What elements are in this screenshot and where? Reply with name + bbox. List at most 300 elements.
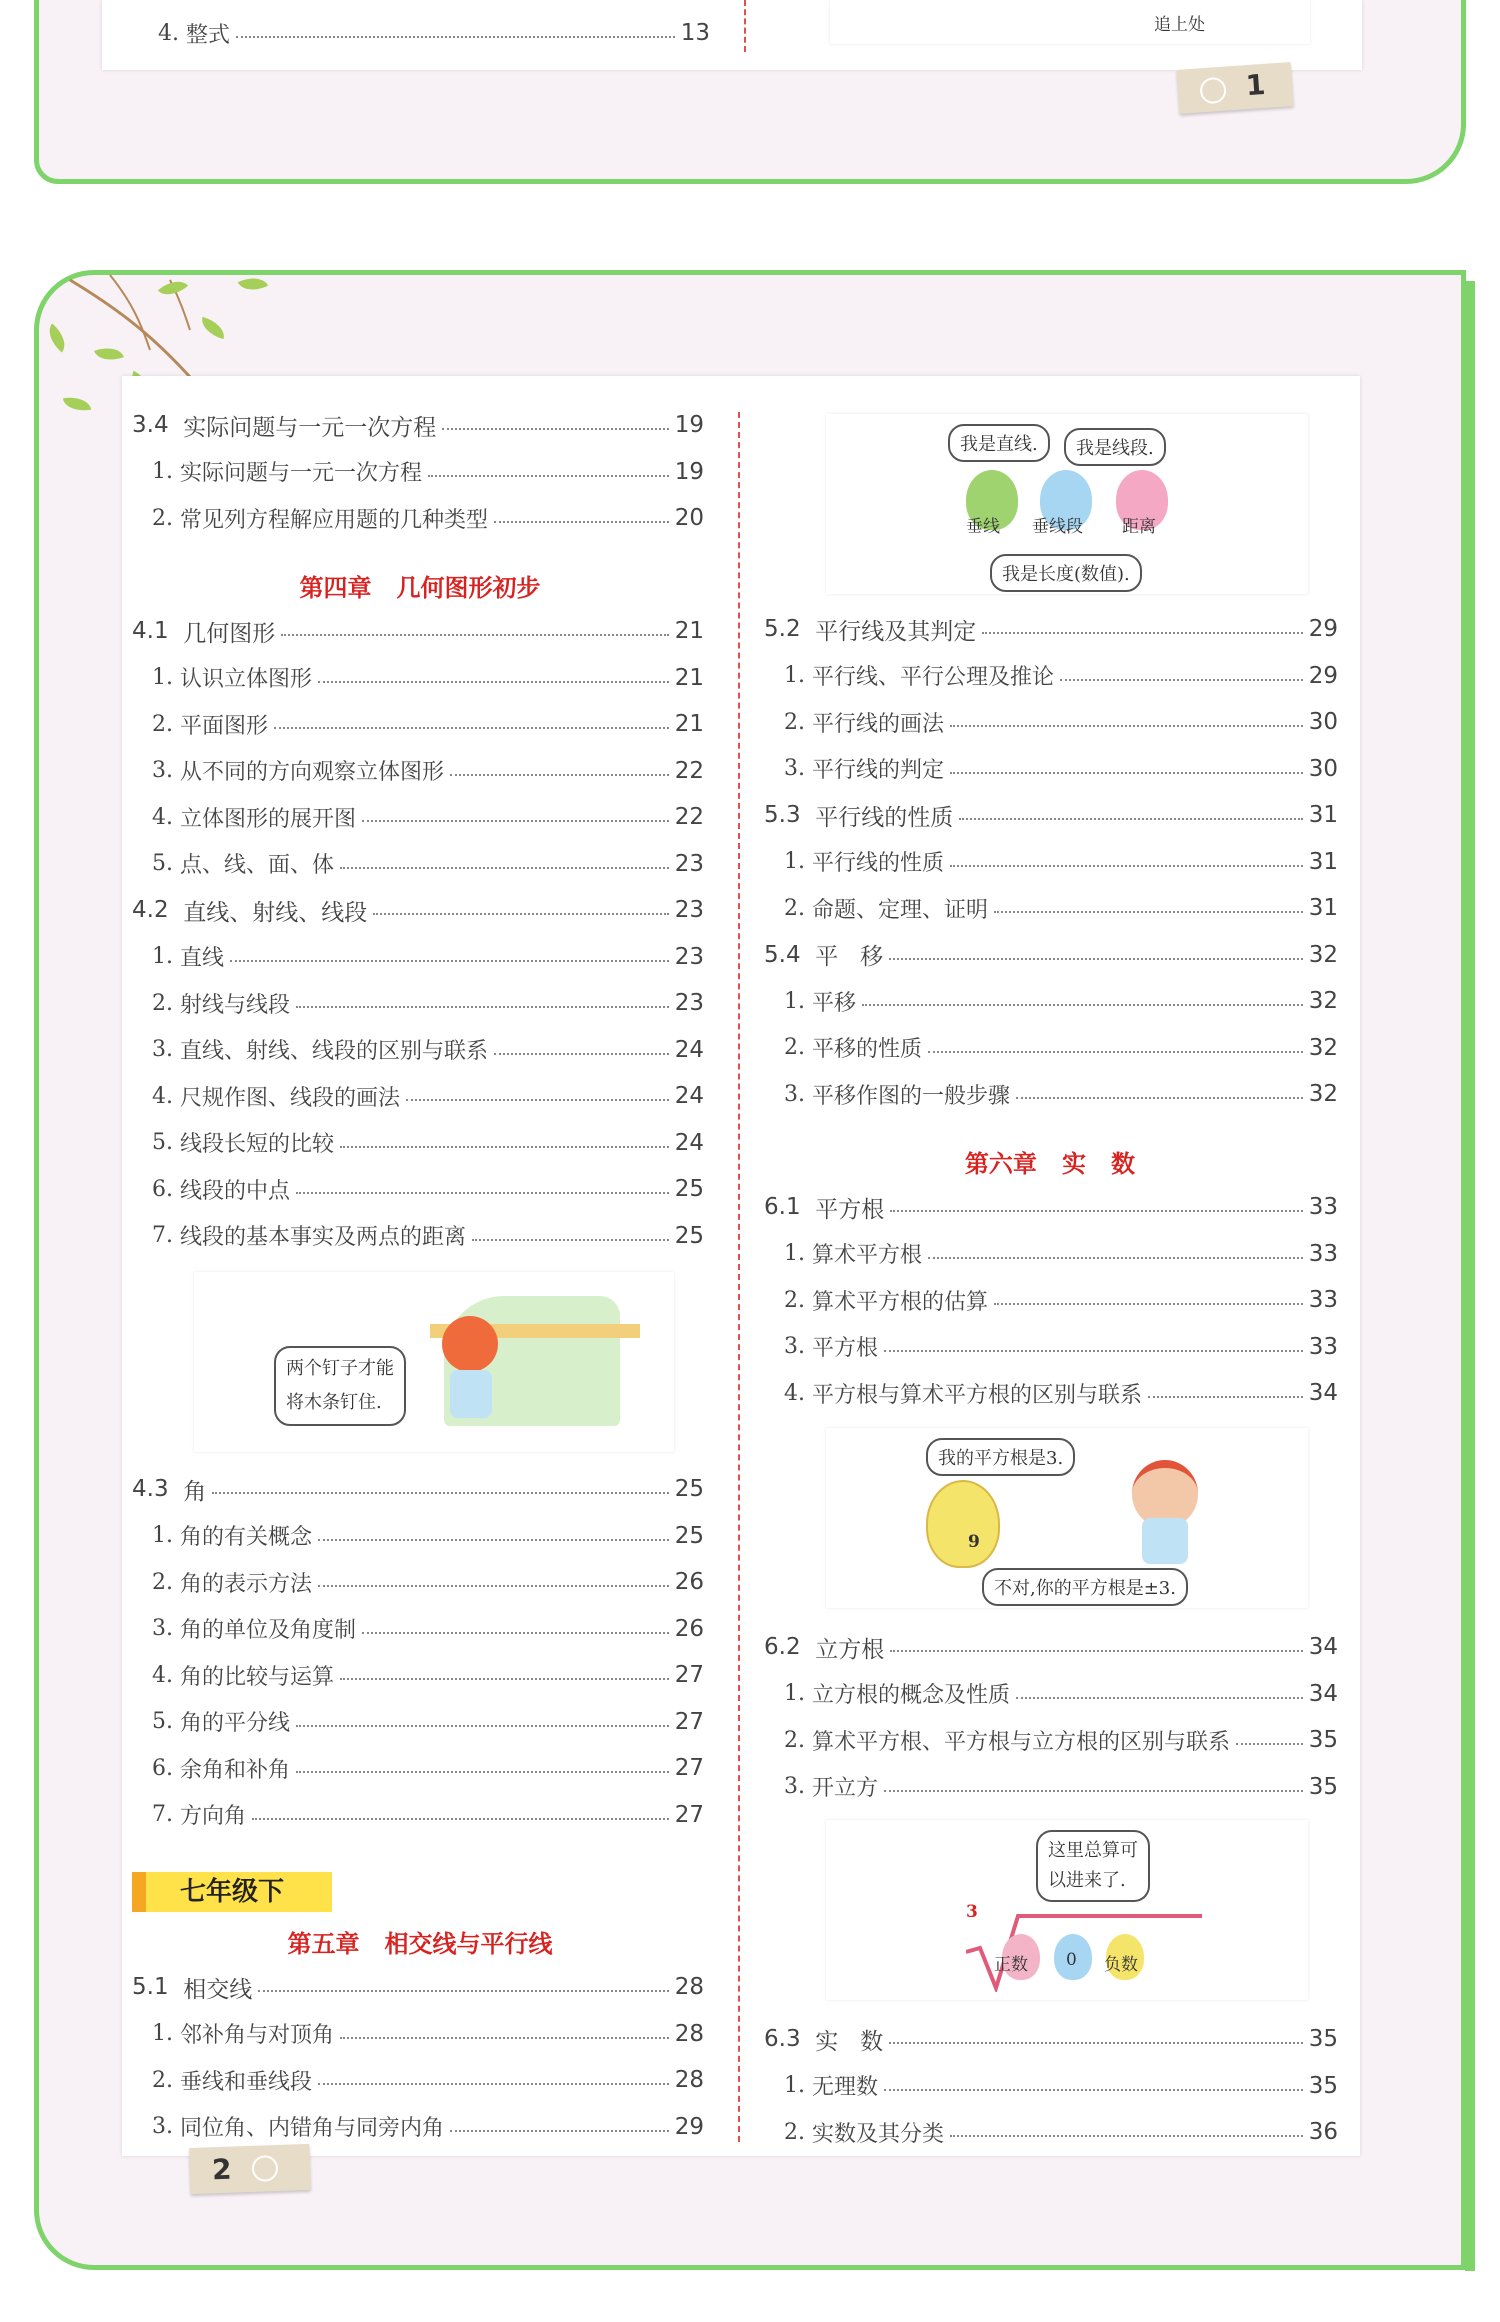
entry-page: 30 (1308, 755, 1338, 782)
toc-entry[interactable] (152, 2011, 704, 2057)
entry-number: 1. (152, 459, 180, 484)
toc-entry[interactable] (152, 1120, 704, 1166)
entry-page: 27 (674, 1662, 704, 1688)
entry-title: 算术平方根的估算 (811, 1289, 988, 1315)
chapter-4-heading: 第四章 几何图形初步 (299, 574, 541, 602)
yellow-ball-character-icon (926, 1480, 1000, 1568)
entry-number: 3. (784, 1334, 812, 1359)
entry-number: 1. (152, 2021, 180, 2046)
leader-dots (950, 2135, 1303, 2137)
entry-title: 实际问题与一元一次方程 (183, 414, 437, 441)
entry-title: 余角和补角 (179, 1757, 290, 1783)
entry-page: 31 (1308, 802, 1338, 828)
entry-title: 直线、射线、线段的区别与联系 (179, 1039, 488, 1064)
entry-page: 22 (674, 757, 704, 784)
entry-number: 3. (784, 1774, 812, 1799)
entry-number: 5.4 (764, 941, 816, 968)
entry-page: 23 (674, 850, 704, 877)
leader-dots (950, 725, 1303, 727)
speech-bubble: 两个钉子才能 将木条钉住. (274, 1346, 406, 1426)
radical-index: 3 (966, 1902, 978, 1922)
toc-entry[interactable] (152, 1606, 704, 1652)
leader-dots (296, 1006, 669, 1008)
leader-dots (442, 428, 669, 430)
speech-bubble-line: 我是直线. (948, 424, 1050, 462)
sticker-icon (252, 2155, 279, 2182)
entry-page: 23 (674, 943, 704, 970)
leader-dots (1148, 1396, 1303, 1398)
entry-title: 平方根 (815, 1196, 885, 1223)
leader-dots (340, 1678, 669, 1680)
toc-entry[interactable] (152, 794, 704, 840)
entry-number: 4.1 (132, 618, 184, 644)
toc-entry[interactable] (152, 1213, 704, 1259)
entry-page: 32 (1308, 988, 1338, 1014)
toc-entry[interactable] (152, 495, 704, 541)
entry-title: 平行线的判定 (811, 758, 944, 783)
leader-dots (450, 774, 669, 776)
leader-dots (950, 772, 1303, 774)
entry-title: 射线与线段 (179, 992, 290, 1018)
entry-title: 邻补角与对顶角 (179, 2023, 334, 2048)
entry-number: 3. (152, 2114, 180, 2139)
toc-section[interactable] (132, 608, 704, 654)
leader-dots (274, 727, 669, 729)
toc-entry[interactable] (784, 2109, 1338, 2155)
leader-dots (450, 2130, 669, 2132)
entry-title: 实数及其分类 (811, 2121, 944, 2147)
toc-entry[interactable] (152, 934, 704, 980)
entry-title: 角的单位及角度制 (179, 1618, 356, 1643)
entry-number: 2. (152, 2067, 180, 2093)
entry-title: 从不同的方向观察立体图形 (179, 760, 444, 785)
leader-dots (1236, 1743, 1303, 1745)
entry-title: 角的比较与运算 (179, 1664, 334, 1690)
speech-bubble-cube: 这里总算可 以进来了. (1036, 1830, 1150, 1902)
entry-title: 平行线及其判定 (815, 618, 977, 645)
entry-page: 28 (674, 2067, 704, 2093)
entry-number: 2. (152, 711, 180, 737)
entry-number: 2. (152, 505, 180, 531)
entry-number: 4. (158, 20, 186, 46)
leader-dots (884, 1790, 1303, 1792)
entry-title: 线段长短的比较 (179, 1132, 334, 1157)
toc-entry[interactable] (784, 1231, 1338, 1277)
entry-page: 27 (674, 1801, 704, 1828)
entry-page: 28 (674, 1974, 704, 2000)
entry-number: 2. (152, 1569, 180, 1595)
entry-page: 34 (1308, 1680, 1338, 1707)
entry-title: 角 (183, 1478, 207, 1505)
toc-section[interactable] (764, 606, 1338, 652)
leader-dots (950, 865, 1303, 867)
illustration-sqrt (826, 1428, 1308, 1608)
toc-entry[interactable] (784, 2063, 1338, 2109)
entry-title: 角的表示方法 (179, 1571, 312, 1597)
entry-title: 平行线的画法 (811, 711, 944, 737)
toc-entry[interactable] (152, 980, 704, 1026)
toc-entry[interactable] (784, 1071, 1338, 1117)
entry-page: 26 (674, 1569, 704, 1595)
leader-dots (890, 1210, 1303, 1212)
entry-page: 31 (1308, 848, 1338, 875)
toc-entry[interactable] (784, 1277, 1338, 1323)
entry-number: 2. (784, 1035, 812, 1060)
toc-entry[interactable] (152, 1166, 704, 1212)
entry-page: 28 (674, 2020, 704, 2047)
entry-number: 3. (784, 756, 812, 781)
toc-entry[interactable] (152, 2057, 704, 2103)
leader-dots (1016, 1697, 1303, 1699)
entry-page: 34 (1308, 1380, 1338, 1406)
entry-number: 1. (784, 2073, 812, 2098)
entry-number: 4. (152, 804, 180, 830)
toc-entry[interactable] (784, 1717, 1338, 1763)
entry-number: 3. (152, 1037, 180, 1062)
toc-entry[interactable] (784, 653, 1338, 699)
entry-page: 19 (674, 458, 704, 485)
entry-page: 25 (674, 1476, 704, 1502)
speech-bubble-reply: 不对,你的平方根是±3. (982, 1568, 1188, 1606)
entry-number: 4. (152, 1662, 180, 1688)
toc-entry[interactable] (152, 449, 704, 495)
toc-entry[interactable] (158, 10, 710, 56)
entry-page: 21 (674, 711, 704, 737)
entry-page: 33 (1308, 1194, 1338, 1220)
leader-dots (889, 2042, 1303, 2044)
entry-title: 平面图形 (179, 713, 268, 739)
leader-dots (982, 632, 1303, 634)
entry-title: 整式 (185, 22, 230, 48)
cartoon-girl-body-icon (450, 1370, 492, 1418)
page-number-tab-1 (1177, 62, 1294, 114)
toc-entry[interactable] (784, 699, 1338, 745)
toc-entry[interactable] (152, 1699, 704, 1745)
entry-title: 角的有关概念 (179, 1525, 312, 1550)
leader-dots (340, 867, 669, 869)
entry-number: 6.3 (764, 2026, 816, 2052)
toc-section[interactable] (764, 2016, 1338, 2062)
entry-page: 23 (674, 897, 704, 923)
label-perpendicular-segment: 垂线段 (1032, 517, 1083, 537)
entry-title: 平行线的性质 (815, 804, 954, 831)
entry-number: 5. (152, 851, 180, 876)
leader-dots (472, 1239, 669, 1241)
leader-dots (318, 681, 669, 683)
entry-page: 30 (1308, 709, 1338, 735)
ball-number: 9 (968, 1532, 980, 1552)
leader-dots (428, 475, 669, 477)
illustration-nail (194, 1272, 674, 1452)
toc-section[interactable] (764, 1624, 1338, 1670)
entry-title: 直线 (179, 946, 224, 971)
toc-section[interactable] (132, 887, 704, 933)
entry-number: 3.4 (132, 412, 184, 438)
toc-entry[interactable] (152, 748, 704, 794)
illustration-caption: 追上处 (1154, 15, 1205, 35)
entry-number: 1. (152, 1523, 180, 1548)
entry-title: 开立方 (811, 1776, 878, 1801)
page-number: 2 (211, 2152, 233, 2187)
entry-number: 2. (152, 990, 180, 1016)
leader-dots (889, 958, 1303, 960)
toc-entry[interactable] (152, 841, 704, 887)
toc-section[interactable] (132, 402, 704, 448)
leader-dots (362, 1632, 669, 1634)
cartoon-girl-icon (442, 1316, 498, 1372)
entry-number: 6.2 (764, 1634, 816, 1660)
entry-title: 方向角 (179, 1804, 246, 1829)
leader-dots (258, 1990, 669, 1992)
entry-title: 平方根与算术平方根的区别与联系 (811, 1382, 1142, 1408)
entry-title: 平移作图的一般步骤 (811, 1083, 1010, 1109)
leader-dots (928, 1257, 1303, 1259)
entry-page: 27 (674, 1755, 704, 1781)
entry-page: 13 (680, 20, 710, 46)
toc-entry[interactable] (152, 1513, 704, 1559)
speech-bubble-length: 我是长度(数值). (990, 554, 1142, 592)
leader-dots (959, 818, 1303, 820)
entry-page: 29 (1308, 616, 1338, 642)
toc-entry[interactable] (784, 1025, 1338, 1071)
entry-page: 35 (1308, 1727, 1338, 1753)
entry-title: 平移 (811, 990, 856, 1016)
toc-entry[interactable] (784, 1370, 1338, 1416)
entry-page: 25 (674, 1522, 704, 1549)
entry-title: 垂线和垂线段 (179, 2069, 312, 2095)
entry-title: 实际问题与一元一次方程 (179, 461, 422, 486)
sticker-icon (1199, 77, 1227, 105)
entry-title: 平行线、平行公理及推论 (811, 665, 1054, 690)
leader-dots (890, 1650, 1303, 1652)
entry-number: 1. (784, 663, 812, 688)
leader-dots (340, 1146, 669, 1148)
toc-entry[interactable] (784, 885, 1338, 931)
leader-dots (494, 1053, 669, 1055)
toc-section[interactable] (132, 1964, 704, 2010)
leader-dots (373, 913, 669, 915)
leader-dots (994, 911, 1303, 913)
illustration-lines (826, 414, 1308, 594)
illustration-cube (826, 1820, 1308, 2000)
entry-title: 线段的基本事实及两点的距离 (179, 1225, 466, 1250)
leader-dots (340, 2037, 669, 2039)
entry-title: 算术平方根、平方根与立方根的区别与联系 (811, 1729, 1230, 1755)
entry-number: 4.3 (132, 1476, 184, 1502)
entry-number: 1. (784, 1241, 812, 1266)
entry-number: 7. (152, 1223, 180, 1248)
toc-entry[interactable] (784, 1671, 1338, 1717)
toc-entry[interactable] (152, 701, 704, 747)
toc-section[interactable] (764, 1184, 1338, 1230)
entry-page: 24 (674, 1083, 704, 1109)
entry-number: 6. (152, 1755, 180, 1781)
entry-title: 立体图形的展开图 (179, 806, 356, 832)
entry-page: 29 (1308, 662, 1338, 689)
toc-entry[interactable] (152, 1652, 704, 1698)
toc-entry[interactable] (152, 2104, 704, 2150)
entry-page: 33 (1308, 1287, 1338, 1313)
entry-page: 24 (674, 1036, 704, 1063)
illustration-top (830, 0, 1310, 44)
entry-title: 常见列方程解应用题的几种类型 (179, 507, 488, 533)
entry-page: 33 (1308, 1333, 1338, 1360)
entry-number: 4. (152, 1083, 180, 1109)
entry-number: 1. (784, 849, 812, 874)
entry-number: 1. (784, 988, 812, 1014)
leader-dots (212, 1492, 669, 1494)
entry-number: 6.1 (764, 1194, 816, 1220)
entry-number: 5. (152, 1130, 180, 1155)
leader-dots (862, 1004, 1303, 1006)
entry-title: 实 数 (815, 2028, 884, 2055)
entry-title: 平方根 (811, 1336, 878, 1361)
entry-number: 5.1 (132, 1974, 184, 2000)
toc-entry[interactable] (784, 839, 1338, 885)
toc-section[interactable] (764, 932, 1338, 978)
leader-dots (994, 1303, 1303, 1305)
entry-page: 21 (674, 618, 704, 644)
toc-entry[interactable] (152, 1027, 704, 1073)
label-zero: 0 (1066, 1950, 1077, 1970)
entry-number: 2. (784, 2119, 812, 2145)
entry-page: 23 (674, 990, 704, 1016)
entry-number: 7. (152, 1802, 180, 1827)
entry-number: 3. (784, 1081, 812, 1107)
entry-page: 34 (1308, 1634, 1338, 1660)
entry-number: 5.2 (764, 616, 816, 642)
entry-number: 3. (152, 1616, 180, 1641)
chapter-6-heading: 第六章 实 数 (964, 1150, 1136, 1178)
entry-page: 35 (1308, 2072, 1338, 2099)
entry-title: 平 移 (815, 944, 884, 970)
entry-title: 尺规作图、线段的画法 (179, 1085, 400, 1111)
leader-dots (318, 1585, 669, 1587)
entry-page: 32 (1308, 941, 1338, 968)
cartoon-boy-body-icon (1142, 1518, 1188, 1564)
leader-dots (884, 1350, 1303, 1352)
entry-page: 26 (674, 1615, 704, 1642)
leader-dots (1016, 1097, 1303, 1099)
label-negative: 负数 (1104, 1955, 1138, 1975)
entry-title: 平移的性质 (811, 1037, 922, 1062)
toc-entry[interactable] (784, 746, 1338, 792)
entry-title: 命题、定理、证明 (811, 897, 988, 923)
entry-title: 角的平分线 (179, 1711, 290, 1736)
leader-dots (296, 1771, 669, 1773)
entry-page: 25 (674, 1222, 704, 1249)
entry-title: 几何图形 (183, 620, 276, 647)
toc-entry[interactable] (152, 1745, 704, 1791)
toc-entry[interactable] (152, 1792, 704, 1838)
entry-number: 5. (152, 1709, 180, 1734)
entry-page: 24 (674, 1129, 704, 1156)
leader-dots (318, 2083, 669, 2085)
toc-section[interactable] (764, 792, 1338, 838)
entry-title: 点、线、面、体 (179, 853, 334, 878)
entry-title: 平行线的性质 (811, 851, 944, 876)
entry-number: 1. (152, 665, 180, 690)
page-number-tab-2 (189, 2144, 311, 2194)
leader-dots (884, 2089, 1303, 2091)
toc-entry[interactable] (784, 978, 1338, 1024)
entry-title: 立方根 (815, 1636, 885, 1663)
entry-number: 2. (784, 1727, 812, 1753)
leader-dots (236, 36, 675, 38)
leader-dots (406, 1099, 669, 1101)
entry-title: 算术平方根 (811, 1243, 922, 1268)
speech-bubble-sqrt: 我的平方根是3. (926, 1438, 1075, 1476)
leader-dots (1060, 679, 1303, 681)
entry-title: 无理数 (811, 2075, 878, 2100)
entry-title: 认识立体图形 (179, 667, 312, 692)
leader-dots (281, 634, 669, 636)
entry-page: 27 (674, 1708, 704, 1735)
entry-number: 1. (152, 944, 180, 969)
column-divider (738, 412, 740, 2142)
toc-entry[interactable] (152, 655, 704, 701)
leader-dots (494, 521, 669, 523)
entry-page: 21 (674, 664, 704, 691)
entry-number: 4. (784, 1380, 812, 1406)
entry-number: 2. (784, 895, 812, 921)
speech-bubble-segment: 我是线段. (1064, 428, 1166, 466)
entry-page: 20 (674, 505, 704, 531)
entry-page: 36 (1308, 2119, 1338, 2145)
entry-page: 32 (1308, 1034, 1338, 1061)
entry-page: 22 (674, 804, 704, 830)
entry-number: 3. (152, 758, 180, 783)
leader-dots (296, 1725, 669, 1727)
entry-number: 4.2 (132, 897, 184, 923)
entry-page: 35 (1308, 1773, 1338, 1800)
entry-number: 2. (784, 709, 812, 735)
page-number: 1 (1244, 67, 1267, 103)
entry-title: 直线、射线、线段 (183, 899, 368, 926)
label-positive: 正数 (994, 1955, 1028, 1975)
leader-dots (296, 1192, 669, 1194)
entry-page: 31 (1308, 895, 1338, 921)
leader-dots (928, 1051, 1303, 1053)
leader-dots (230, 960, 669, 962)
entry-number: 2. (784, 1287, 812, 1313)
entry-page: 29 (674, 2113, 704, 2140)
toc-entry[interactable] (784, 1764, 1338, 1810)
entry-title: 相交线 (183, 1976, 253, 2003)
label-perpendicular: 垂线 (966, 517, 1000, 537)
leader-dots (252, 1818, 669, 1820)
label-distance: 距离 (1122, 517, 1156, 537)
entry-title: 线段的中点 (179, 1178, 290, 1204)
leader-dots (318, 1539, 669, 1541)
entry-title: 同位角、内错角与同旁内角 (179, 2116, 444, 2141)
toc-section[interactable] (132, 1466, 704, 1512)
toc-entry[interactable] (784, 1324, 1338, 1370)
column-divider-top (744, 0, 746, 52)
entry-page: 19 (674, 412, 704, 438)
entry-title: 立方根的概念及性质 (811, 1683, 1010, 1708)
leader-dots (362, 820, 669, 822)
chapter-5-heading: 第五章 相交线与平行线 (287, 1930, 553, 1958)
entry-number: 5.3 (764, 802, 816, 828)
entry-page: 33 (1308, 1240, 1338, 1267)
toc-entry[interactable] (152, 1559, 704, 1605)
grade-label: 七年级下 (132, 1872, 332, 1912)
toc-entry[interactable] (152, 1073, 704, 1119)
entry-number: 6. (152, 1176, 180, 1202)
entry-page: 25 (674, 1176, 704, 1202)
entry-number: 1. (784, 1681, 812, 1706)
